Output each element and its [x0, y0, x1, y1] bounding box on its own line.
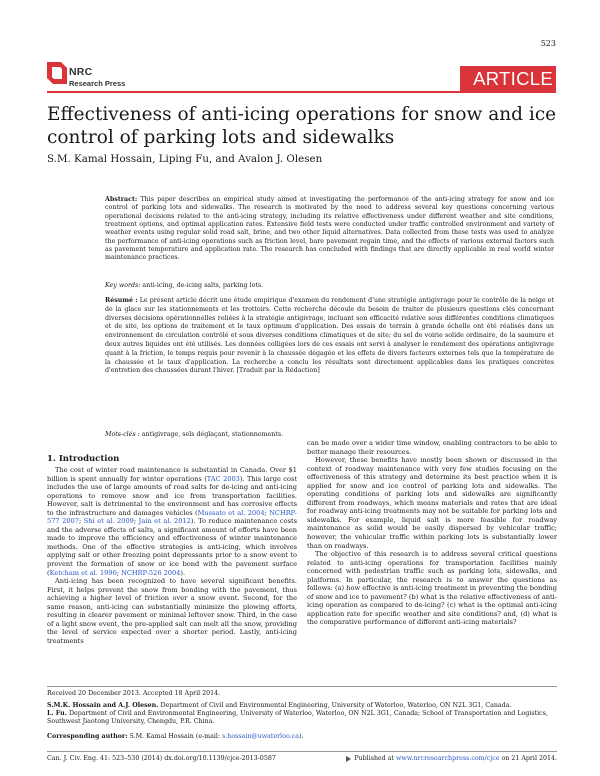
resume: [105, 297, 554, 376]
affiliations: S.M.K. Hossain and A.J. Olesen. Department of Civil and Environmental Engineering, University of Waterloo, Waterloo, ON N2L 3G1, Canada. L. Fu. Department of Civil and Environmental Engineering, University of Waterloo, Waterloo, ON N2L 3G1, Canada; School of Transportation and Logistics, Southwest Jiaotong University, Chengdu, P.R. China.: [47, 702, 548, 726]
email-link[interactable]: s.hossain@uwaterloo.ca: [222, 733, 299, 740]
paragraph: The objective of this research is to address several critical questions related to anti-icing operations for transportation facilities mainly concerned with pedestrian traffic such as parking lots, sidewalks, and platforms. In particular, the research is to answer the questions as follows: (a) how effective is anti-icing treatment in preventing the bonding of snow and ice to pavement? (b) what is the relative effectiveness of anti-icing operation as compared to de-icing? (c) what is the optimal anti-icing application rate for specific weather and site conditions? and, (d) what is the comparative performance of different anti-icing materials?: [307, 550, 557, 627]
citation-link[interactable]: Ketcham et al. 1996: [49, 568, 117, 577]
mots-cles-text: antigivrage, sels déglaçant, stationnements.: [141, 431, 284, 438]
body-column-left: [47, 466, 297, 645]
corresponding-author: Corresponding author: S.M. Kamal Hossain (e-mail: s.hossain@uwaterloo.ca).: [47, 733, 304, 740]
citation-link[interactable]: NCHRP-526 2004: [121, 568, 181, 577]
key-words-text: anti-icing, de-icing salts, parking lots.: [142, 282, 264, 289]
abstract-label: Abstract:: [105, 196, 138, 203]
key-words: [105, 282, 263, 289]
page-title: Effectiveness of anti-icing operations for snow and ice control of parking lots and sidewalks: [47, 104, 557, 148]
citation-footer: [47, 755, 276, 762]
key-words-label: Key words:: [105, 282, 141, 289]
authors: S.M. Kamal Hossain, Liping Fu, and Avalon J. Olesen: [47, 153, 323, 165]
paragraph: can be made over a wider time window, enabling contractors to be able to better manage their resources.: [307, 439, 557, 456]
published-footer: Published at www.nrcresearchpress.com/cjce on 21 April 2014.: [346, 755, 557, 762]
citation-link[interactable]: NCHRP-577 2007: [47, 508, 297, 526]
publisher-name: NRC: [69, 66, 93, 78]
citation-link[interactable]: Jain et al. 2012: [138, 517, 191, 526]
mots-cles: [105, 431, 283, 438]
journal-link[interactable]: www.nrcresearchpress.com/cjce: [396, 755, 500, 762]
paragraph: However, these benefits have mostly been shown or discussed in the context of roadway maintenance with very few studies focusing on the effectiveness of this strategy and determine its best practice when it is applied for snow and ice control of parking lots and sidewalks. The operating conditions of parking lots and sidewalks are significantly different from roadways, which means materials and rates that are ideal for roadway anti-icing treatments may not be suitable for parking lots and sidewalks. For example, liquid salt is more feasible for roadway maintenance as solid would be easily dispersed by vehicular traffic; however, the vehicular traffic within parking lots is substantially lower than on roadways.: [307, 456, 557, 550]
doi-link[interactable]: Can. J. Civ. Eng. 41: 523–530 (2014) dx.doi.org/10.1139/cjce-2013-0587: [47, 755, 276, 762]
resume-label: Résumé :: [105, 297, 138, 304]
citation-link[interactable]: Shi et al. 2009: [83, 517, 134, 526]
nrc-logo-icon: [47, 62, 67, 88]
received-dates: Received 20 December 2013. Accepted 18 April 2014.: [47, 690, 221, 697]
paragraph: The cost of winter road maintenance is substantial in Canada. Over $1 billion is spent annually for winter operations (TAC 2003). This large cost includes the use of large amounts of road salts for de-icing and anti-icing operations to remove snow and ice from transportation facilities. However, salt is detrimental to the environment and has corrosive effects to the infrastructure and damages vehicles (Mussato et al. 2004; NCHRP-577 2007; Shi et al. 2009; Jain et al. 2012). To reduce maintenance costs and the adverse effects of salts, a significant amount of efforts have been made to improve the efficiency and effectiveness of winter maintenance methods. One of the effective strategies is anti-icing, which involves applying salt or other freezing point depressants prior to a snow event to prevent the formation of snow or ice bond with the pavement surface (Ketcham et al. 1996; NCHRP-526 2004).: [47, 466, 297, 577]
publisher-subtitle: Research Press: [69, 79, 126, 88]
article-label: ARTICLE: [460, 66, 556, 92]
resume-text: Le présent article décrit une étude empirique d'examen du rendement d'une stratégie antigivrage pour le contrôle de la neige et de la glace sur les stationnements et les trottoirs. Cette recherche découle du besoin de traiter de plusieurs questions clés concernant diverses décisions opérationnelles reliées à la stratégie antigivrage, incluant son efficacité relative sous différentes conditions climatiques et de site, les options de traitement et le taux optimum d'application. Des essais de terrain à grande échelle ont été réalisés dans un environnement de circulation contrôlé et sous diverses conditions climatiques et de site; du sel de voirie solide ordinaire, de la saumure et deux autres liquides ont été utilisés. Les données colligées lors de ces essais ont servi à analyser le rendement des opérations antigivrage quant à la friction, le temps requis pour revenir à la chaussée dégagée et les effets de divers facteurs externes tels que la température de la chaussée et le taux d'application. La recherche a conclu les résultats sont directement applicables dans les pratiques concrètes d'entretien des chaussées durant l'hiver. [Traduit par la Rédaction]: [105, 297, 554, 375]
citation-link[interactable]: Mussato et al. 2004: [197, 508, 265, 517]
footer-divider: [47, 751, 557, 752]
body-column-right: [307, 439, 557, 627]
citation-link[interactable]: TAC 2003: [206, 474, 240, 483]
arrow-icon: [346, 756, 351, 762]
footnote-divider: [47, 686, 557, 687]
header-divider: [47, 91, 556, 93]
paragraph: Anti-icing has been recognized to have several significant benefits. First, it helps prevent the snow from bonding with the pavement, thus achieving a higher level of friction over a snow event. Second, for the same reason, anti-icing can substantially minimize the plowing efforts, resulting in clearer pavement or minimal leftover snow. Third, in the case of a light snow event, the pre-applied salt can melt all the snow, providing the level of service expected over a shorter period. Lastly, anti-icing treatments: [47, 577, 297, 645]
section-heading: 1. Introduction: [47, 454, 120, 464]
page-number: 523: [540, 39, 556, 48]
abstract-text: This paper describes an empirical study aimed at investigating the performance of the anti-icing strategy for snow and ice control of parking lots and sidewalks. The research is motivated by the need to address several key questions concerning various operational decisions related to the anti-icing strategy, including its relative effectiveness under different weather and site conditions, treatment options, and optimal application rates. Extensive field tests were conducted under traffic controlled environment and variety of weather events using regular solid road salt, brine, and two other liquid alternatives. Data collected from these tests was used to analyze the performance of anti-icing operations such as friction level, bare pavement regain time, and the effects of various external factors such as pavement temperature and application rate. The research has concluded with findings that are directly applicable in real world winter maintenance practices.: [105, 196, 554, 262]
abstract: [105, 196, 554, 263]
mots-cles-label: Mots-clés :: [105, 431, 140, 438]
